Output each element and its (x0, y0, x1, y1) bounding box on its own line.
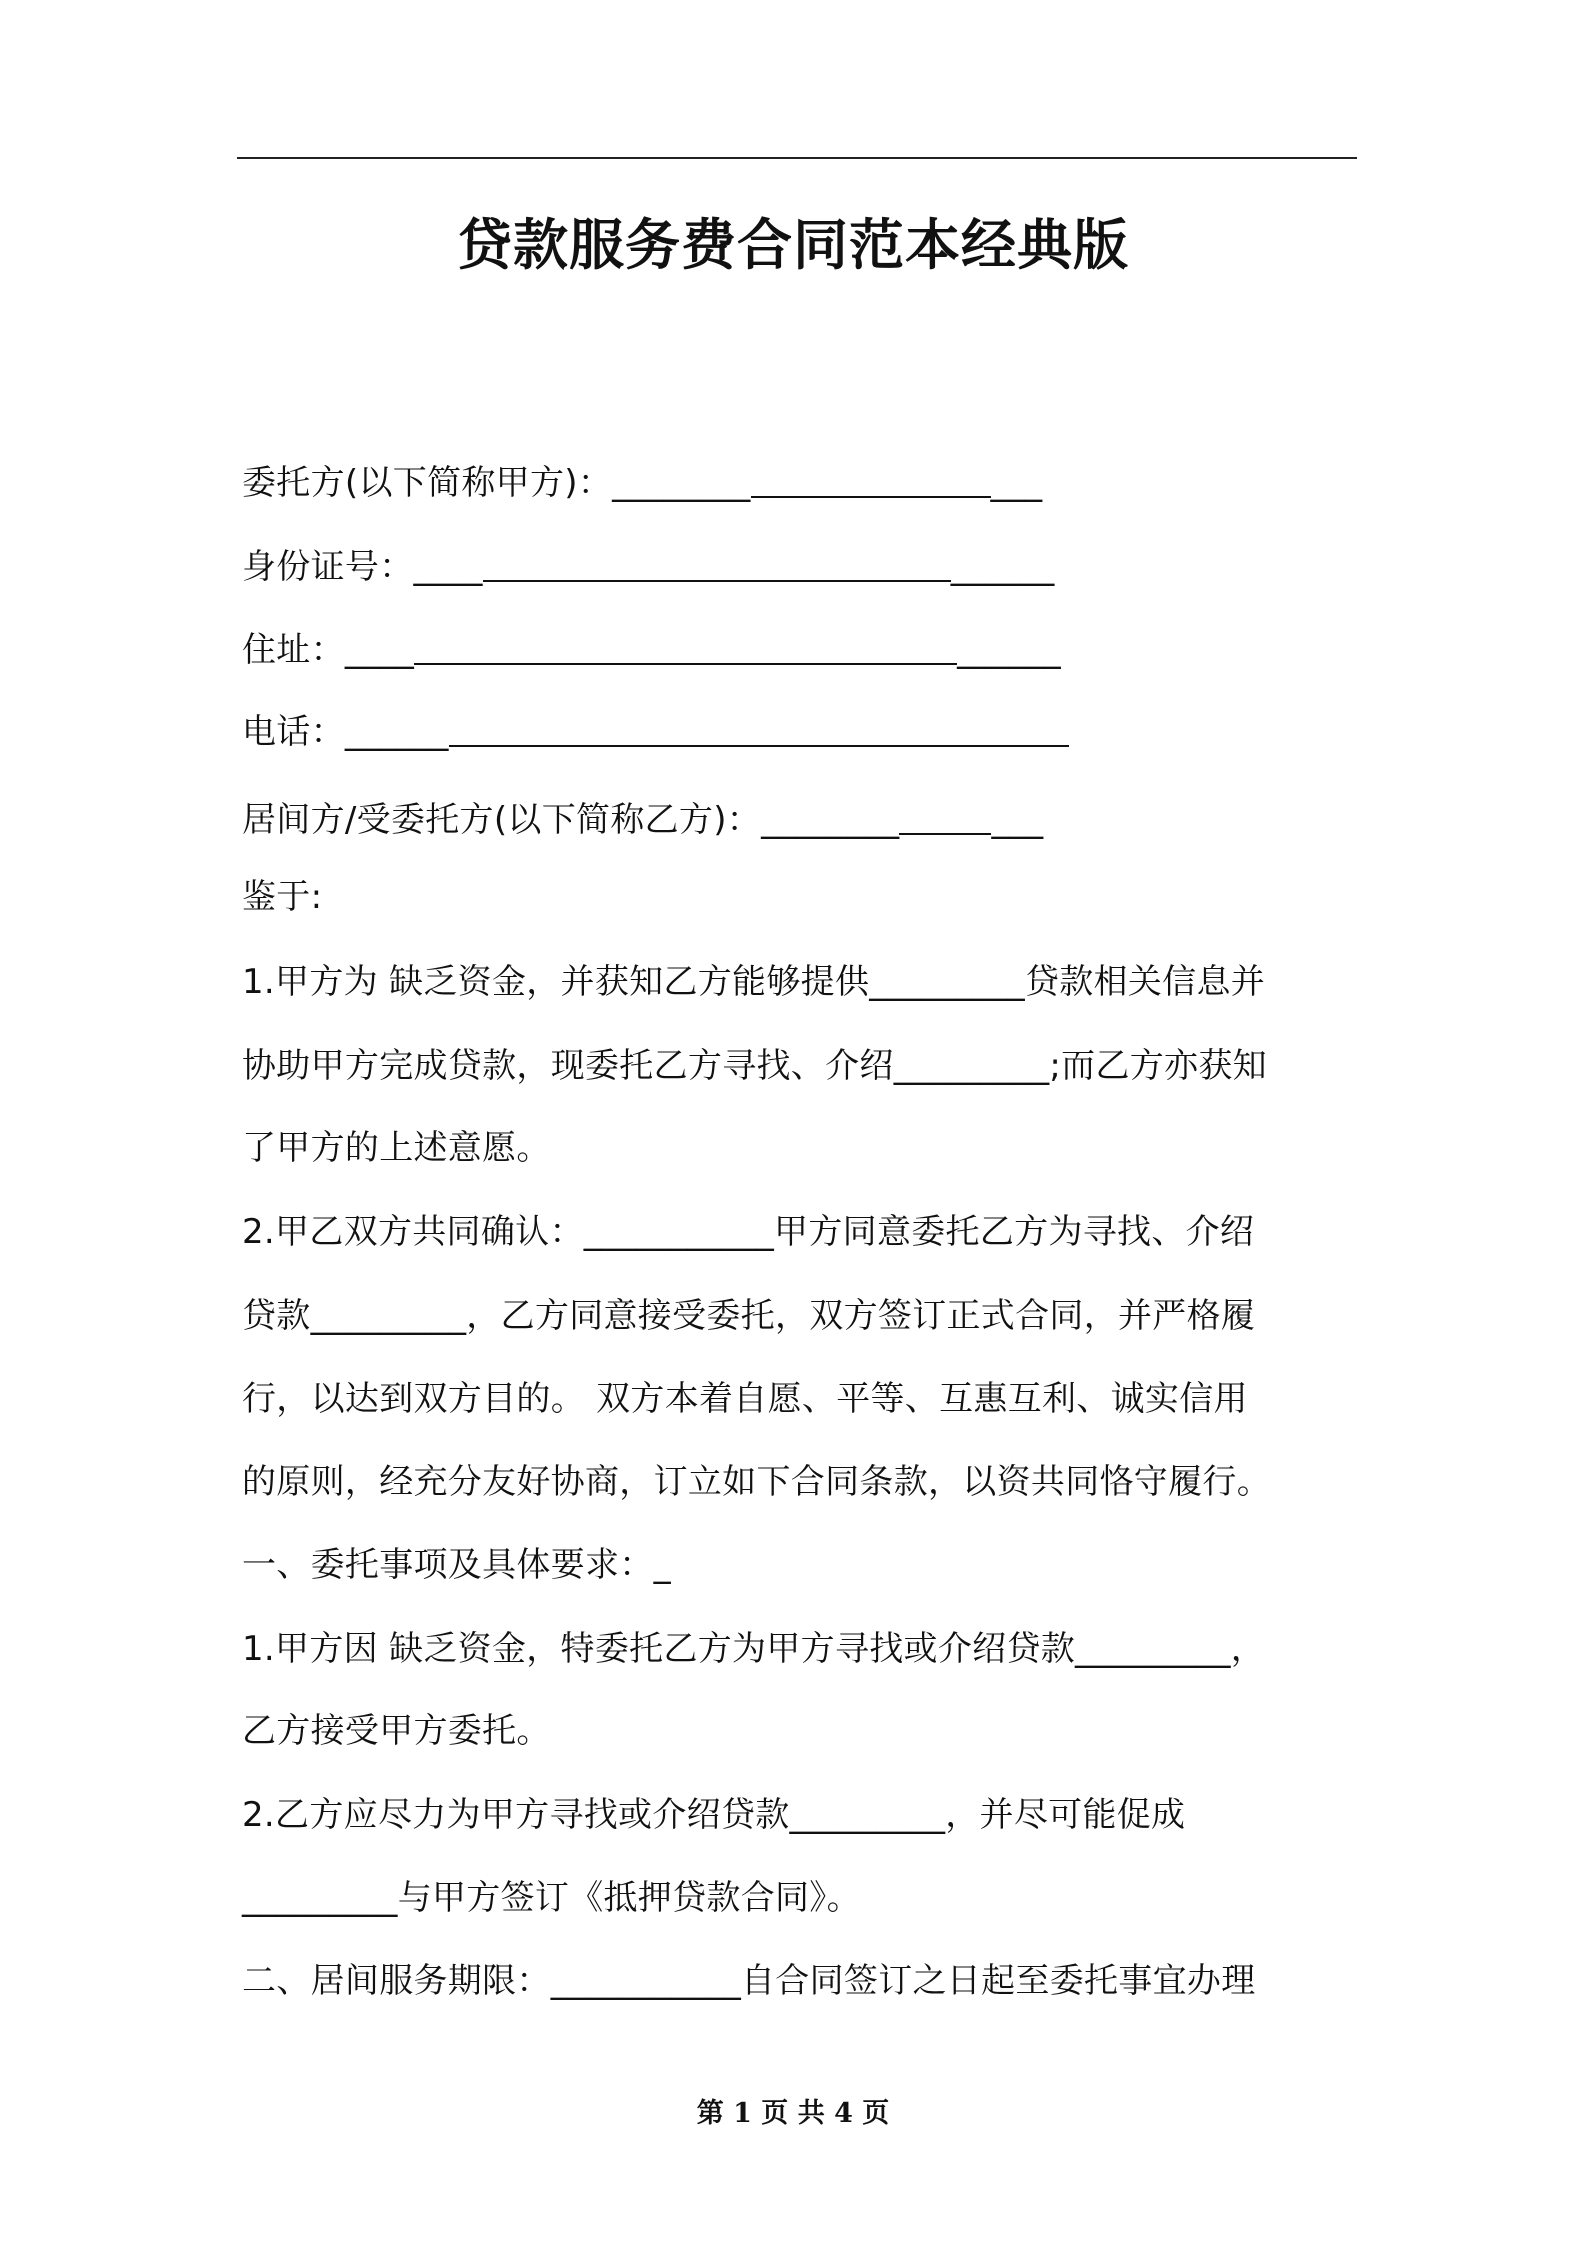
phone-field (242, 708, 1069, 756)
phone-blank (449, 711, 1069, 747)
clause-2-line-4: 的原则，经充分友好协商，订立如下合同条款，以资共同恪守履行。 (242, 1462, 1271, 1502)
party-b-blank (899, 799, 991, 835)
whereas-label: 鉴于: (242, 877, 323, 917)
clause-1-line-2: 协助甲方完成贷款，现委托乙方寻找、介绍_________;而乙方亦获知 (242, 1046, 1267, 1086)
header-rule (237, 157, 1357, 159)
clause-2-line-3: 行，以达到双方目的。 双方本着自愿、平等、互惠互利、诚实信用 (242, 1379, 1248, 1419)
document-title: 贷款服务费合同范本经典版 (456, 213, 1129, 277)
address-field (242, 626, 1061, 674)
phone-label: 电话：______ (242, 712, 449, 752)
address-label: 住址：____ (242, 630, 415, 670)
section-1-item-1-line-1: 1.甲方因 缺乏资金，特委托乙方为甲方寻找或介绍贷款_________， (242, 1629, 1266, 1669)
id-number-field (242, 543, 1055, 591)
address-tail: ______ (957, 630, 1061, 670)
clause-1-line-3: 了甲方的上述意愿。 (242, 1128, 551, 1168)
clause-2-line-2: 贷款_________，乙方同意接受委托，双方签订正式合同，并严格履 (242, 1296, 1256, 1336)
party-b-label: 居间方/受委托方(以下简称乙方)：________ (242, 800, 900, 840)
id-number-label: 身份证号：____ (242, 547, 483, 587)
section-1-heading: 一、委托事项及具体要求：_ (242, 1545, 671, 1585)
clause-1-line-1: 1.甲方为 缺乏资金，并获知乙方能够提供_________贷款相关信息并 (242, 962, 1266, 1002)
party-b-tail: ___ (991, 800, 1044, 840)
party-b-field (242, 796, 1043, 844)
party-a-label: 委托方(以下简称甲方)：________ (242, 463, 751, 503)
section-1-item-2-line-1: 2.乙方应尽力为甲方寻找或介绍贷款_________，并尽可能促成 (242, 1795, 1186, 1835)
page-indicator: 第 1 页 共 4 页 (696, 2098, 890, 2129)
id-number-tail: ______ (950, 547, 1055, 587)
party-a-blank (751, 462, 991, 498)
section-1-item-1-line-2: 乙方接受甲方委托。 (242, 1711, 551, 1751)
party-a-field (242, 459, 1042, 507)
section-1-item-2-line-2: _________与甲方签订《抵押贷款合同》。 (242, 1878, 861, 1918)
party-a-tail: ___ (990, 463, 1043, 503)
address-blank (414, 629, 957, 665)
section-2-line-1: 二、居间服务期限：___________自合同签订之日起至委托事宜办理 (242, 1961, 1256, 2001)
clause-2-line-1: 2.甲乙双方共同确认：___________甲方同意委托乙方为寻找、介绍 (242, 1212, 1255, 1252)
id-number-blank (483, 546, 951, 582)
